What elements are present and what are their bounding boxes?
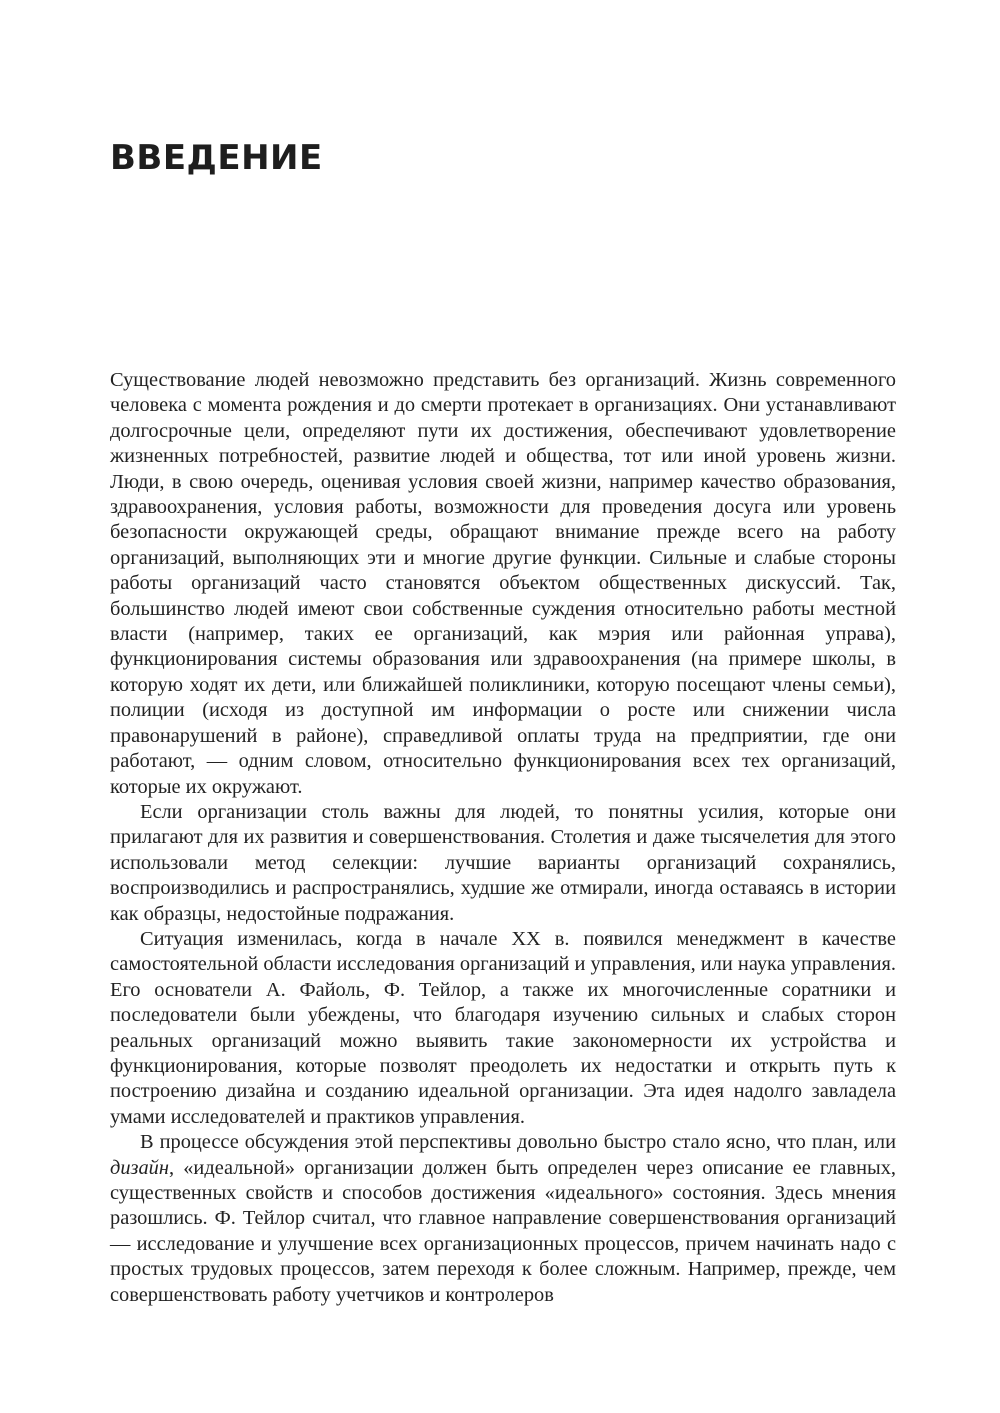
emphasis-term: дизайн <box>110 1156 169 1179</box>
chapter-title: ВВЕДЕНИЕ <box>110 138 323 178</box>
paragraph-3: Ситуация изменилась, когда в начале XX в. появился менеджмент в качестве самостоятельной области исследования организаций и управления, или наука управления. Его основатели А. Файоль, Ф. Тейлор, а также их многочисленные соратники и последователи были убеждены, что благодаря изучению сильных и слабых сторон реальных организаций можно выявить такие закономерности их устройства и функционирования, которые позволят преодолеть их недостатки и открыть путь к построению дизайна и созданию идеальной организации. Эта идея надолго завладела умами исследователей и практиков управления. <box>110 927 897 1128</box>
paragraph-4 <box>110 1130 896 1308</box>
paragraph-1: Существование людей невозможно представить без организаций. Жизнь современного человека с момента рождения и до смерти протекает в организациях. Они устанавливают долгосрочные цели, определяют пути их достижения, обеспечивают удовлетворение жизненных потребностей, развитие людей и общества, тот или иной уровень жизни. Люди, в свою очередь, оценивая условия своей жизни, например качество образования, здравоохранения, условия работы, возможности для проведения досуга или уровень безопасности окружающей среды, обращают внимание прежде всего на работу организаций, выполняющих эти и многие другие функции. Сильные и слабые стороны работы организаций часто становятся объектом общественных дискуссий. Так, большинство людей имеют свои собственные суждения относительно работы местной власти (например, таких ее организаций, как мэрия или районная управа), функционирования системы образования или здравоохранения (на примере школы, в которую ходят их дети, или ближайшей поликлиники, которую посещают члены семьи), полиции (исходя из доступной им информации о росте или снижении числа правонарушений в районе), справедливой оплаты труда на предприятии, где они работают, — одним словом, относительно функционирования всех тех организаций, которые их окружают. <box>110 369 896 798</box>
body-text <box>110 368 896 1308</box>
paragraph-2: Если организации столь важны для людей, то понятны усилия, которые они прилагают для их развития и совершенствования. Столетия и даже тысячелетия для этого использовали метод селекции: лучшие варианты организаций сохранялись, воспроизводились и распространялись, худшие же отмирали, иногда оставаясь в истории как образцы, недостойные подражания. <box>110 800 896 925</box>
paragraph-4-rest: , «идеальной» организации должен быть определен через описание ее главных, существенных свойств и способов достижения «идеального» состояния. Здесь мнения разошлись. Ф. Тейлор считал, что главное направление совершенствования организаций — исследование и улучшение всех организационных процессов, причем начинать надо с простых трудовых процессов, затем переходя к более сложным. Например, прежде, чем совершенствовать работу учетчиков и контролеров <box>110 1156 896 1306</box>
paragraph-4-start: В процессе обсуждения этой перспективы довольно быстро стало ясно, что план, или <box>140 1131 896 1154</box>
